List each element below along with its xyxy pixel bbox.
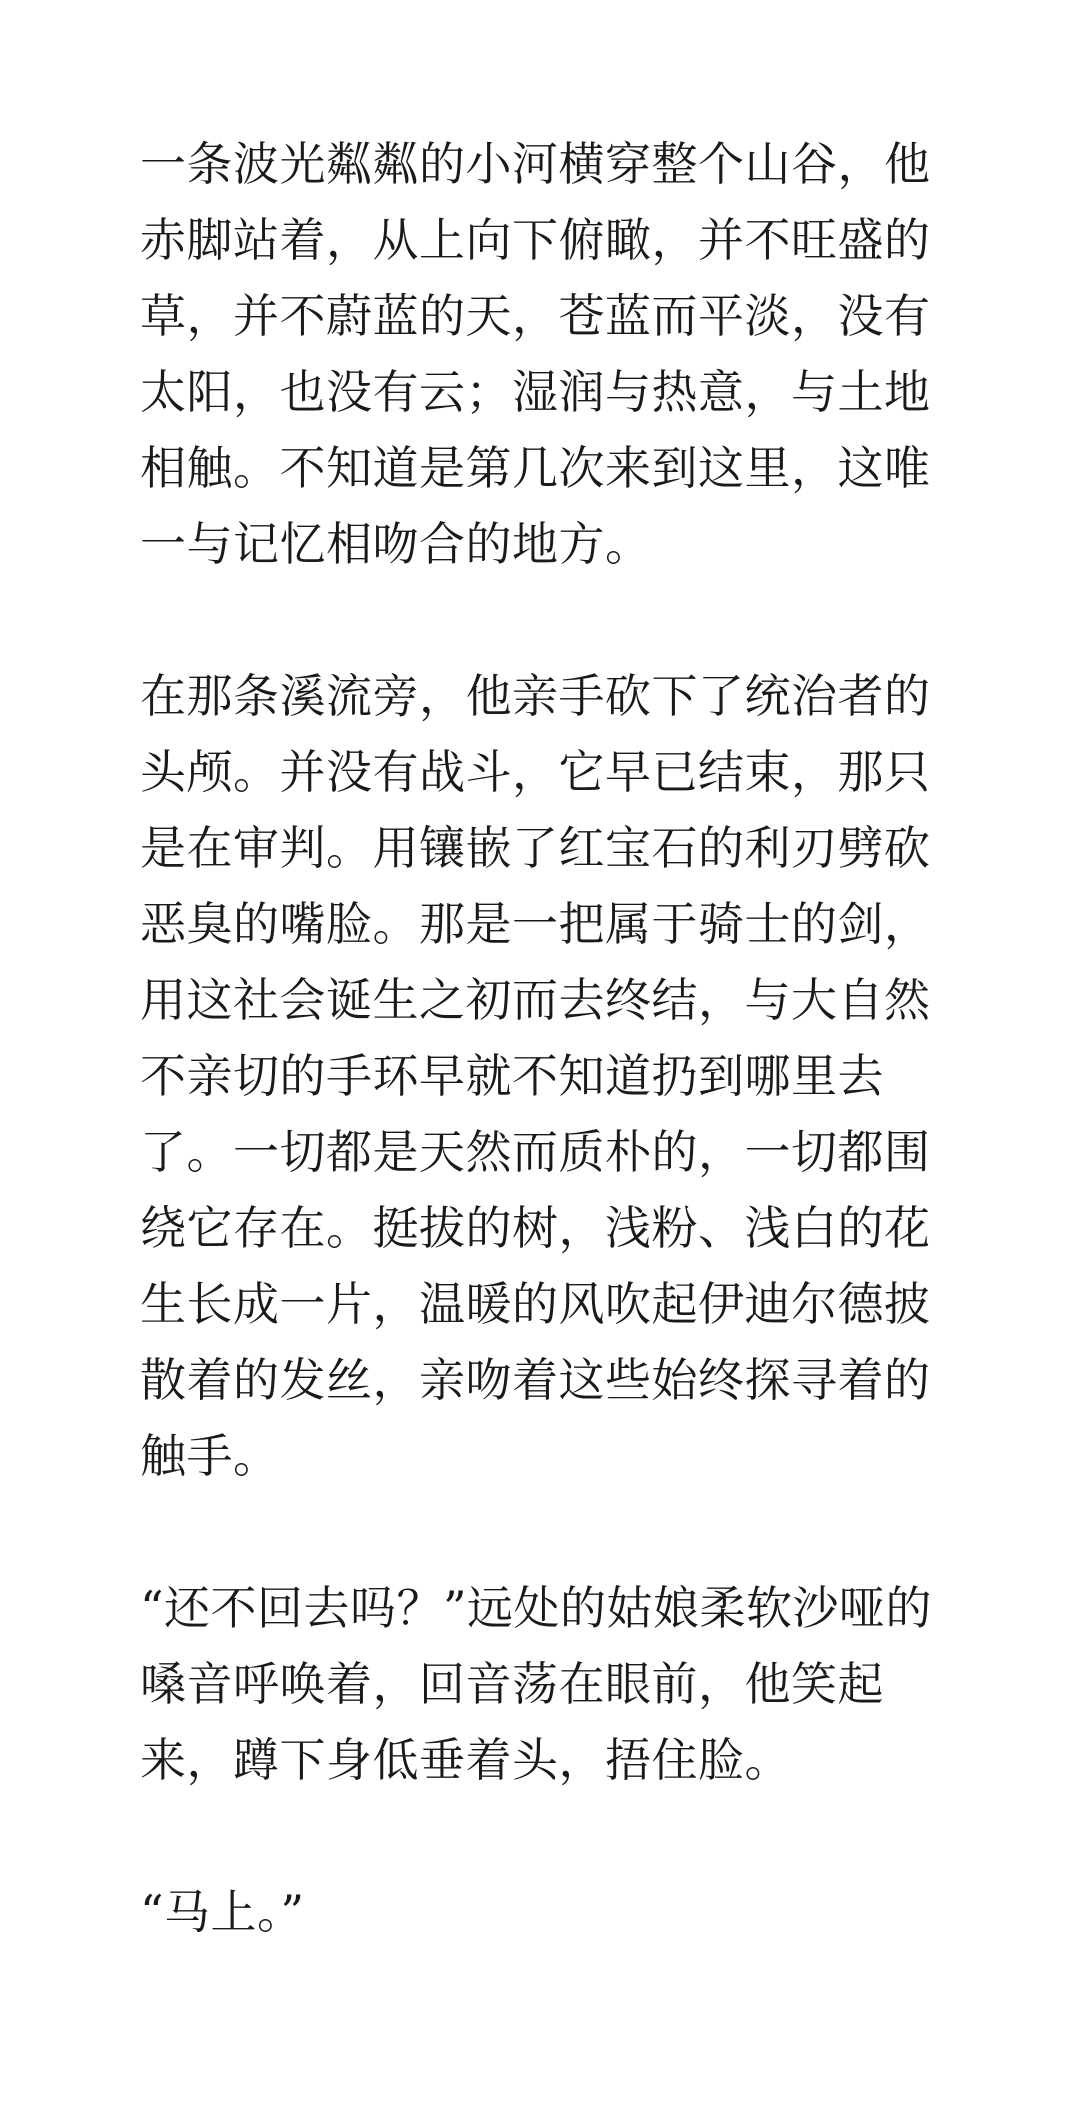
paragraph-2: 在那条溪流旁，他亲手砍下了统治者的头颅。并没有战斗，它早已结束，那只是在审判。用镶嵌了红宝石的利刃劈砍恶臭的嘴脸。那是一把属于骑士的剑，用这社会诞生之初而去终结，与大自然不亲切的手环早就不知道扔到哪里去了。一切都是天然而质朴的，一切都围绕它存在。挺拔的树，浅粉、浅白的花生长成一片，温暖的风吹起伊迪尔德披散着的发丝，亲吻着这些始终探寻着的触手。	[140, 669, 931, 1483]
paragraph-3: “还不回去吗？”远处的姑娘柔软沙哑的嗓音呼唤着，回音荡在眼前，他笑起来，蹲下身低垂着头，捂住脸。	[140, 1581, 933, 1787]
article-body	[140, 126, 950, 1950]
paragraph-4: “马上。”	[140, 1885, 305, 1939]
paragraph-1: 一条波光粼粼的小河横穿整个山谷，他赤脚站着，从上向下俯瞰，并不旺盛的草，并不蔚蓝的天，苍蓝而平淡，没有太阳，也没有云；湿润与热意，与土地相触。不知道是第几次来到这里，这唯一与记忆相吻合的地方。	[140, 137, 931, 571]
